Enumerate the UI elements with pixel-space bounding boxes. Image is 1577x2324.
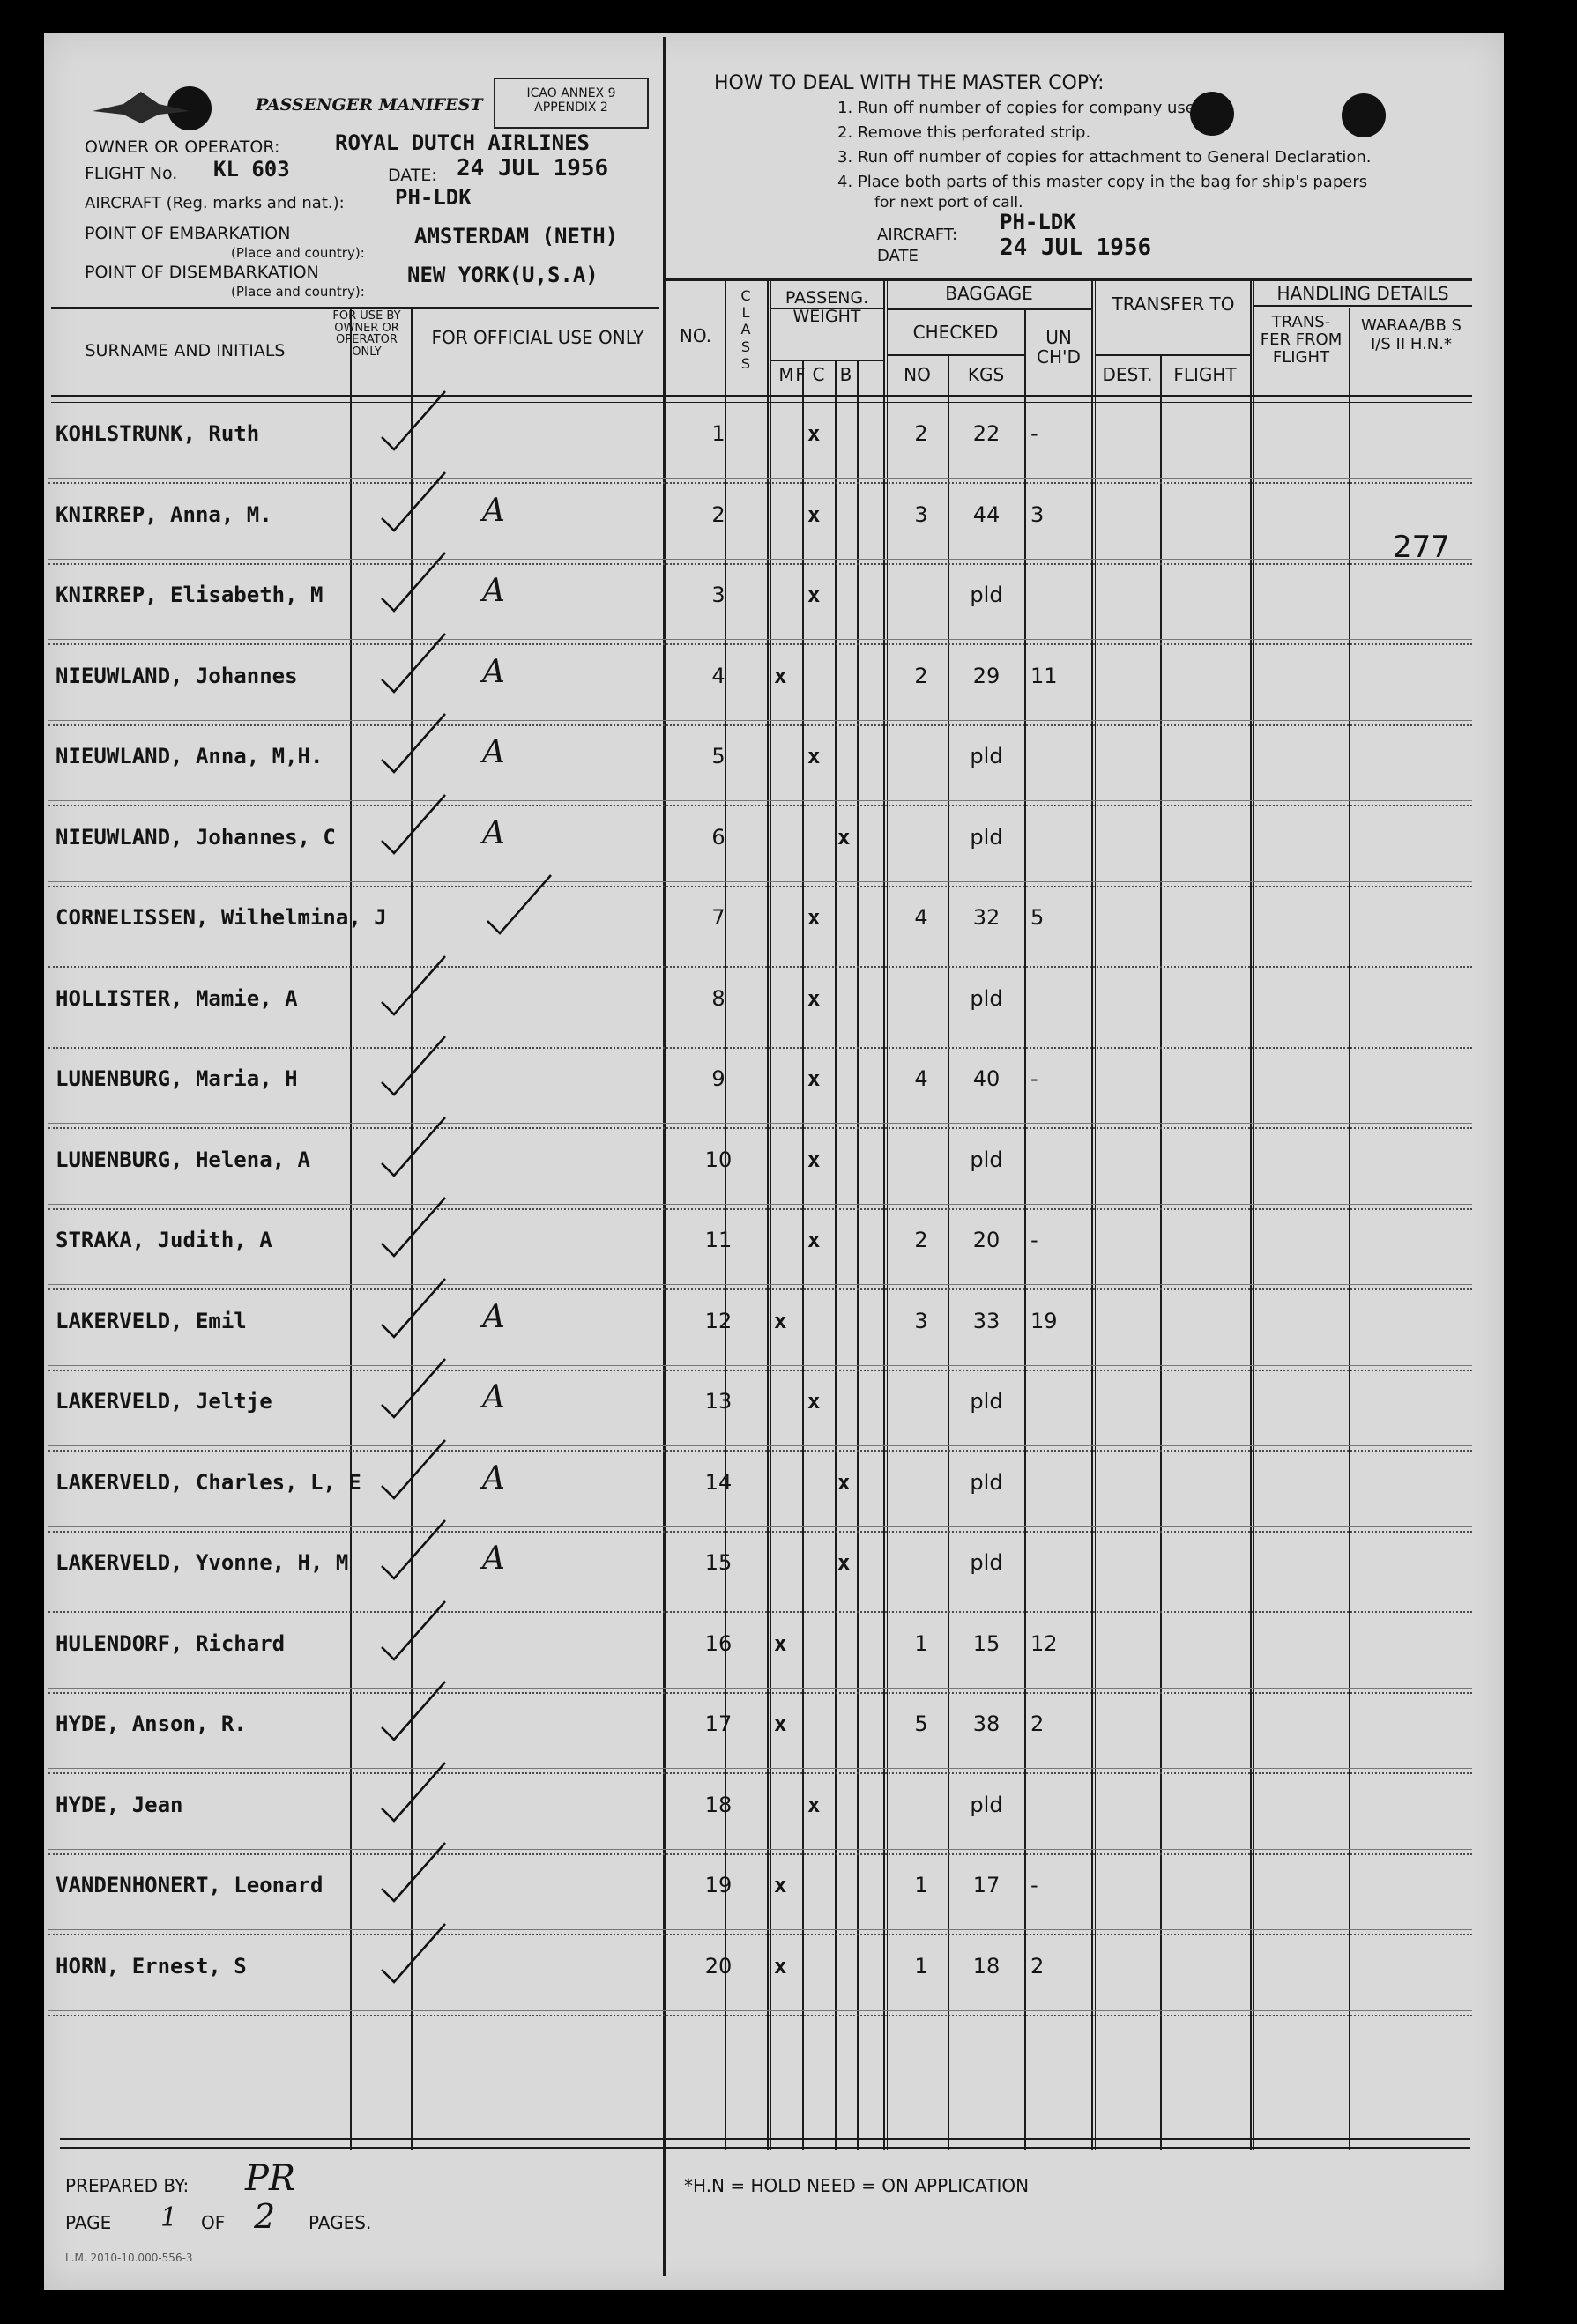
checkmark-icon: [375, 628, 454, 699]
col-f: F: [795, 364, 806, 385]
subhead-rule: [887, 354, 1024, 356]
pax-weight-mark: x: [807, 985, 821, 1011]
annotation-277: 277: [1393, 530, 1450, 565]
passenger-no: 2: [711, 501, 725, 527]
instruction-3: 3. Run off number of copies for attachment to General Declaration.: [837, 148, 1372, 167]
bag-kgs: pld: [970, 1792, 1003, 1817]
bag-kgs: 22: [972, 421, 1001, 446]
col-transfer-from: TRANS- FER FROM FLIGHT: [1260, 313, 1343, 367]
instruction-4: 4. Place both parts of this master copy in the bag for ship's papers: [837, 173, 1368, 191]
pax-weight-mark: x: [837, 824, 851, 850]
passenger-no: 6: [711, 824, 725, 850]
table-row: [48, 1452, 1472, 1533]
passenger-name: HORN, Ernest, S: [56, 1953, 247, 1979]
checkmark-icon: [375, 951, 454, 1021]
bag-count: 2: [914, 663, 928, 688]
passenger-no: 3: [711, 583, 725, 607]
passenger-name: LUNENBURG, Maria, H: [56, 1066, 298, 1091]
row-rule: [48, 1929, 1472, 1930]
table-row: [48, 1533, 1472, 1613]
row-rule: [48, 1768, 1472, 1769]
checkmark-icon: [375, 1676, 454, 1747]
bag-kgs: 38: [972, 1711, 1001, 1736]
pax-weight-mark: x: [807, 744, 821, 768]
bag-count: 3: [914, 1308, 928, 1333]
bag-count: 1: [914, 1953, 928, 1979]
row-rule: [48, 1688, 1472, 1689]
date-value: 24 JUL 1956: [457, 155, 609, 182]
bag-unchecked: 5: [1030, 905, 1045, 930]
passenger-no: 17: [704, 1711, 733, 1736]
hold-need-note: *H.N = HOLD NEED = ON APPLICATION: [684, 2175, 1030, 2196]
table-row: [48, 1614, 1472, 1694]
col-bag-no: NO: [904, 364, 931, 385]
column-header-bottom-rule: [51, 395, 1472, 397]
official-mark: A: [482, 492, 505, 529]
passenger-no: 4: [711, 663, 725, 688]
pax-weight-mark: x: [807, 1147, 821, 1172]
col-kgs: KGS: [967, 364, 1005, 385]
official-mark: A: [482, 1379, 505, 1415]
pax-weight-mark: x: [807, 1228, 821, 1252]
bag-kgs: 20: [972, 1228, 1001, 1252]
icao-annex: ICAO ANNEX 9: [526, 86, 616, 100]
row-rule: [48, 1526, 1472, 1527]
checkmark-icon: [375, 386, 454, 457]
column-header-bottom-rule-2: [51, 402, 1472, 403]
bag-count: 1: [914, 1630, 928, 1656]
instruction-4-cont: for next port of call.: [874, 194, 1023, 212]
checkmark-icon: [375, 1515, 454, 1585]
row-rule: [48, 1365, 1472, 1366]
passenger-name: NIEUWLAND, Johannes: [56, 663, 298, 688]
flight-label: FLIGHT No.: [85, 164, 178, 183]
embark-value: AMSTERDAM (NETH): [414, 224, 619, 249]
pax-weight-mark: x: [774, 1630, 787, 1656]
bag-kgs: 44: [972, 501, 1001, 527]
table-row: [48, 1049, 1472, 1129]
pax-weight-mark: x: [837, 1550, 851, 1575]
page-value: 1: [160, 2202, 178, 2233]
passenger-name: HOLLISTER, Mamie, A: [56, 985, 298, 1011]
row-rule: [48, 881, 1472, 882]
passenger-no: 20: [704, 1953, 733, 1979]
punch-hole: [1342, 93, 1386, 137]
passenger-name: KNIRREP, Anna, M.: [56, 501, 272, 527]
table-row: [48, 1855, 1472, 1935]
checkmark-icon: [375, 790, 454, 860]
checkmark-icon: [480, 870, 560, 940]
row-rule: [48, 1123, 1472, 1124]
row-rule: [48, 639, 1472, 640]
bag-unchecked: 2: [1030, 1711, 1045, 1736]
prepared-by-label: PREPARED BY:: [65, 2175, 190, 2196]
table-row: [48, 1210, 1472, 1290]
bag-kgs: pld: [970, 1147, 1003, 1172]
instructions-title: HOW TO DEAL WITH THE MASTER COPY:: [714, 72, 1105, 94]
passenger-name: NIEUWLAND, Anna, M,H.: [56, 744, 324, 768]
bag-unchecked: -: [1030, 1228, 1038, 1252]
row-rule: [48, 800, 1472, 801]
passenger-name: HULENDORF, Richard: [56, 1630, 286, 1656]
col-baggage: BAGGAGE: [945, 283, 1033, 304]
passenger-no: 12: [704, 1308, 733, 1333]
bag-kgs: pld: [970, 1469, 1003, 1495]
embark-label: POINT OF EMBARKATION: [85, 224, 291, 243]
checkmark-icon: [375, 1273, 454, 1344]
checkmark-icon: [375, 1112, 454, 1183]
pax-weight-mark: x: [774, 663, 787, 688]
bag-kgs: pld: [970, 744, 1003, 768]
passenger-name: LAKERVELD, Yvonne, H, M: [56, 1550, 349, 1575]
checkmark-icon: [375, 709, 454, 779]
passenger-name: LAKERVELD, Charles, L, E: [56, 1469, 361, 1495]
klm-crown-logo-icon: [88, 85, 194, 129]
owner-label: OWNER OR OPERATOR:: [85, 137, 280, 157]
aircraft-value: PH-LDK: [395, 185, 472, 210]
checkmark-icon: [375, 1435, 454, 1505]
pax-weight-mark: x: [807, 905, 821, 930]
bag-count: 3: [914, 501, 928, 527]
passenger-no: 19: [704, 1873, 733, 1897]
bag-count: 4: [914, 905, 928, 930]
table-row: [48, 404, 1472, 484]
bag-unchecked: 12: [1030, 1630, 1058, 1656]
col-owner-use: FOR USE BY OWNER OR OPERATOR ONLY: [332, 309, 401, 359]
col-checked: CHECKED: [912, 322, 999, 343]
owner-value: ROYAL DUTCH AIRLINES: [335, 130, 590, 155]
bag-kgs: 29: [972, 663, 1001, 688]
bag-kgs: pld: [970, 824, 1003, 850]
table-row: [48, 1694, 1472, 1774]
passenger-no: 16: [704, 1630, 733, 1656]
passenger-name: VANDENHONERT, Leonard: [56, 1873, 324, 1897]
bag-count: 2: [914, 1228, 928, 1252]
row-rule: [48, 1284, 1472, 1285]
pages-label: PAGES.: [309, 2212, 372, 2233]
pax-weight-mark: x: [807, 1389, 821, 1414]
col-b: B: [839, 364, 852, 385]
row-rule: [48, 2010, 1472, 2011]
pax-weight-mark: x: [807, 583, 821, 607]
pax-weight-mark: x: [807, 501, 821, 527]
passenger-no: 14: [704, 1469, 733, 1495]
table-row: [48, 1775, 1472, 1855]
passenger-no: 5: [711, 744, 725, 768]
passenger-name: LAKERVELD, Jeltje: [56, 1389, 272, 1414]
pax-weight-mark: x: [774, 1953, 787, 1979]
table-row: [48, 807, 1472, 887]
embark-place-label: (Place and country):: [231, 245, 365, 261]
col-flight: FLIGHT: [1173, 364, 1237, 385]
official-mark: A: [482, 653, 505, 690]
bag-kgs: 32: [972, 905, 1001, 930]
passenger-no: 1: [711, 421, 725, 446]
bag-unchecked: 3: [1030, 501, 1045, 527]
instruction-2: 2. Remove this perforated strip.: [837, 123, 1091, 142]
table-row: [48, 1130, 1472, 1210]
checkmark-icon: [375, 467, 454, 538]
checkmark-icon: [375, 1596, 454, 1667]
col-unchd: UN CH'D: [1037, 327, 1081, 368]
passenger-name: KOHLSTRUNK, Ruth: [56, 421, 260, 446]
row-rule: [48, 1204, 1472, 1205]
checkmark-icon: [375, 1919, 454, 1989]
passenger-name: LAKERVELD, Emil: [56, 1308, 247, 1333]
passenger-no: 18: [704, 1792, 733, 1817]
pax-weight-mark: x: [807, 421, 821, 446]
table-row: [48, 726, 1472, 806]
instr-date-label: DATE: [877, 247, 919, 265]
footer-rule: [60, 2138, 1470, 2140]
of-label: OF: [201, 2212, 226, 2233]
bag-unchecked: -: [1030, 1066, 1038, 1091]
passenger-name: STRAKA, Judith, A: [56, 1228, 272, 1252]
subhead-rule: [887, 308, 1091, 310]
official-mark: A: [482, 1298, 505, 1335]
bag-count: 5: [914, 1711, 928, 1736]
table-row: [48, 485, 1472, 565]
col-official-use: FOR OFFICIAL USE ONLY: [431, 327, 644, 348]
of-value: 2: [254, 2197, 276, 2236]
official-mark: A: [482, 1541, 505, 1577]
bag-kgs: 18: [972, 1953, 1001, 1979]
passenger-name: LUNENBURG, Helena, A: [56, 1147, 310, 1172]
row-rule: [48, 720, 1472, 721]
bag-count: 2: [914, 421, 928, 446]
col-surname: SURNAME AND INITIALS: [85, 341, 286, 360]
bag-kgs: pld: [970, 985, 1003, 1011]
table-row: [48, 1371, 1472, 1452]
checkmark-icon: [375, 1757, 454, 1828]
form-code: L.M. 2010-10.000-556-3: [65, 2252, 193, 2264]
passenger-no: 11: [704, 1228, 733, 1252]
passenger-no: 15: [704, 1550, 733, 1575]
table-row: [48, 887, 1472, 968]
bag-kgs: pld: [970, 1550, 1003, 1575]
subhead-rule: [770, 360, 883, 361]
row-rule: [48, 1849, 1472, 1850]
bag-kgs: pld: [970, 1389, 1003, 1414]
footer-rule: [60, 2147, 1470, 2149]
icao-appendix: APPENDIX 2: [534, 100, 608, 115]
table-row: [48, 1936, 1472, 2016]
aircraft-label: AIRCRAFT (Reg. marks and nat.):: [85, 194, 345, 212]
disembark-value: NEW YORK(U,S.A): [407, 263, 599, 287]
flight-value: KL 603: [213, 157, 290, 182]
subhead-rule: [1253, 305, 1472, 307]
bag-kgs: 33: [972, 1308, 1001, 1333]
bag-kgs: 40: [972, 1066, 1001, 1091]
row-rule: [48, 1445, 1472, 1446]
subhead-rule: [1095, 354, 1250, 356]
instr-aircraft-value: PH-LDK: [1000, 210, 1076, 234]
bag-unchecked: -: [1030, 1873, 1038, 1897]
official-mark: A: [482, 1459, 505, 1496]
pax-weight-mark: x: [774, 1308, 787, 1333]
pax-weight-mark: x: [807, 1066, 821, 1091]
pax-weight-mark: x: [807, 1792, 821, 1817]
checkmark-icon: [375, 1354, 454, 1424]
official-mark: A: [482, 814, 505, 851]
col-c: C: [812, 364, 825, 385]
bag-count: 4: [914, 1066, 928, 1091]
col-class: CLASS: [740, 287, 751, 372]
header-rule-right: [663, 278, 1472, 281]
pax-weight-mark: x: [774, 1711, 787, 1736]
instr-date-value: 24 JUL 1956: [1000, 234, 1152, 261]
col-passeng-weight: PASSENG. WEIGHT: [785, 288, 869, 327]
row-rule: [48, 478, 1472, 479]
table-row: [48, 1291, 1472, 1371]
bag-count: 1: [914, 1873, 928, 1897]
passenger-no: 9: [711, 1066, 725, 1091]
checkmark-icon: [375, 1838, 454, 1908]
col-dest: DEST.: [1102, 364, 1153, 385]
row-dotted-rule: [48, 2015, 1472, 2016]
col-transfer: TRANSFER TO: [1112, 293, 1235, 315]
bag-kgs: pld: [970, 583, 1003, 607]
col-waraa: WARAA/BB S I/S II H.N.*: [1361, 316, 1462, 353]
disembark-place-label: (Place and country):: [231, 284, 365, 300]
passenger-no: 8: [711, 985, 725, 1011]
passenger-name: NIEUWLAND, Johannes, C: [56, 824, 336, 850]
col-handling: HANDLING DETAILS: [1276, 283, 1449, 304]
table-row: [48, 646, 1472, 726]
official-mark: A: [482, 734, 505, 770]
passenger-name: CORNELISSEN, Wilhelmina, J: [56, 905, 387, 930]
page-label: PAGE: [65, 2212, 112, 2233]
bag-kgs: 17: [972, 1873, 1001, 1897]
instr-aircraft-label: AIRCRAFT:: [877, 226, 958, 244]
col-no: NO.: [679, 325, 712, 346]
passenger-name: HYDE, Jean: [56, 1792, 183, 1817]
checkmark-icon: [375, 1031, 454, 1102]
table-row: [48, 969, 1472, 1049]
disembark-label: POINT OF DISEMBARKATION: [85, 263, 319, 282]
official-mark: A: [482, 573, 505, 609]
manifest-title: PASSENGER MANIFEST: [256, 95, 483, 115]
prepared-by-value: PR: [245, 2158, 296, 2199]
bag-unchecked: 19: [1030, 1308, 1058, 1333]
bag-unchecked: 2: [1030, 1953, 1045, 1979]
pax-weight-mark: x: [837, 1469, 851, 1495]
bag-unchecked: 11: [1030, 663, 1058, 688]
passenger-name: HYDE, Anson, R.: [56, 1711, 247, 1736]
passenger-name: KNIRREP, Elisabeth, M: [56, 583, 324, 607]
passenger-no: 13: [704, 1389, 733, 1414]
col-m: M: [778, 364, 794, 385]
checkmark-icon: [375, 1192, 454, 1263]
bag-kgs: 15: [972, 1630, 1001, 1656]
icao-box: [494, 78, 649, 129]
pax-weight-mark: x: [774, 1873, 787, 1897]
instruction-1: 1. Run off number of copies for company use.: [837, 99, 1201, 117]
row-rule: [48, 559, 1472, 560]
passenger-no: 7: [711, 905, 725, 930]
passenger-no: 10: [704, 1147, 733, 1172]
checkmark-icon: [375, 547, 454, 618]
date-label: DATE:: [388, 166, 437, 185]
table-row: [48, 565, 1472, 645]
bag-unchecked: -: [1030, 421, 1038, 446]
